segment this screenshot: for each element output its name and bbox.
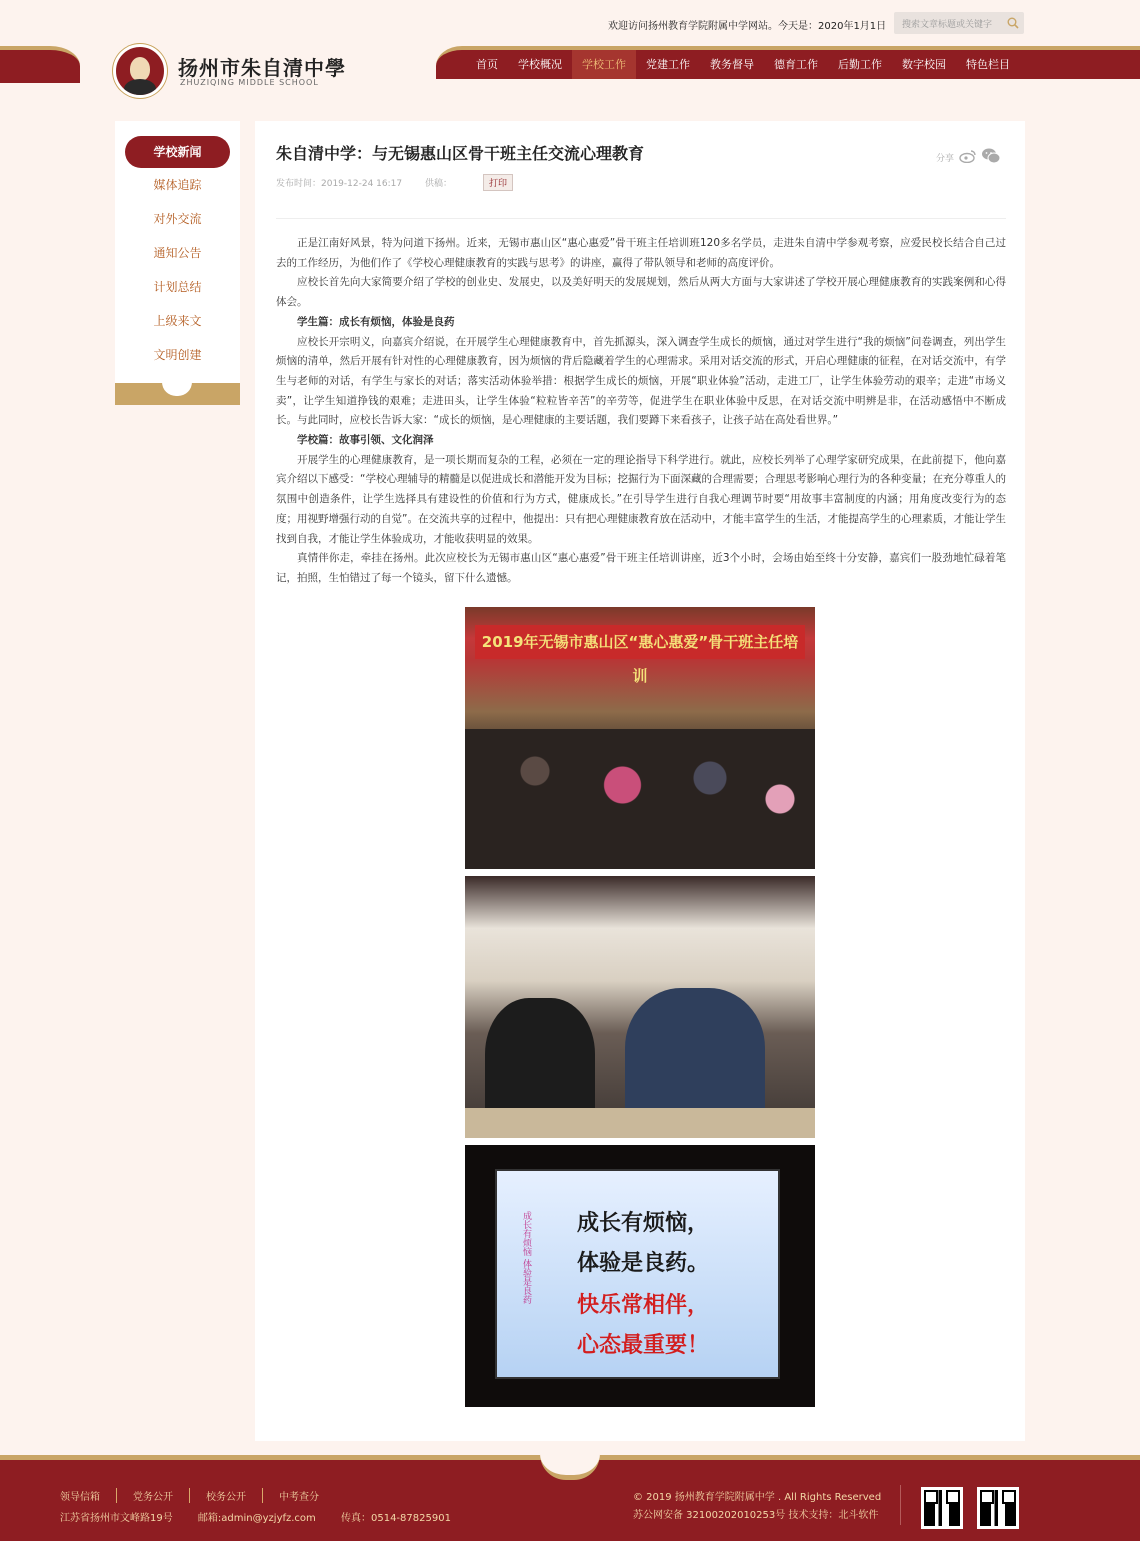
article-meta <box>276 176 472 189</box>
nav-item-digital-campus[interactable]: 数字校园 <box>902 58 946 71</box>
welcome-text: 欢迎访问扬州教育学院附属中学网站。今天是：2020年1月1日 <box>608 21 887 32</box>
sidebar-footer-decor <box>115 383 240 405</box>
school-name[interactable]: 扬州市朱自清中學 <box>178 56 346 80</box>
search-input[interactable] <box>894 14 1002 36</box>
qr-code-icon <box>921 1487 963 1529</box>
sidebar-item-notices[interactable]: 通知公告 <box>153 246 202 260</box>
nav-item-home[interactable]: 首页 <box>476 58 498 71</box>
article-paragraph: 真情伴你走，牵挂在扬州。此次应校长为无锡市惠山区“惠心惠爱”骨干班主任培训讲座，近3个小时，会场由始至终十分安静，嘉宾们一股劲地忙碌着笔记，拍照，生怕错过了每一个镜头，留下什么遗憾。 <box>276 552 1006 584</box>
nav-item-academic[interactable]: 教务督导 <box>710 58 754 71</box>
article-panel <box>255 121 1025 1441</box>
footer-divider <box>900 1485 901 1525</box>
footer <box>0 1455 1140 1541</box>
school-name-english: ZHUZIQING MIDDLE SCHOOL <box>180 78 319 87</box>
photo-banner-text: 2019年无锡市惠山区“惠心惠爱”骨干班主任培训 <box>475 625 805 659</box>
slide-line: 心态最重要！ <box>577 1332 710 1358</box>
sidebar-item-school-news[interactable]: 学校新闻 <box>125 136 230 168</box>
article-title: 朱自清中学：与无锡惠山区骨干班主任交流心理教育 <box>276 144 645 163</box>
photo-lecture-hall <box>465 607 815 869</box>
photo-audience-notes <box>465 876 815 1138</box>
slide-line: 成长有烦恼， <box>577 1210 710 1236</box>
publish-time: 发布时间：2019-12-24 16:17 <box>276 179 403 189</box>
footer-copyright: © 2019 扬州教育学院附属中学 . All Rights Reserved <box>633 1492 882 1503</box>
nav-item-logistics[interactable]: 后勤工作 <box>838 58 882 71</box>
article-source: 供稿： <box>424 179 452 189</box>
footer-fax: 传真：0514-87825901 <box>340 1513 451 1524</box>
print-button[interactable]: 打印 <box>483 174 513 191</box>
footer-contact <box>60 1509 473 1524</box>
nav-item-moral-education[interactable]: 德育工作 <box>774 58 818 71</box>
sidebar-item-exchange[interactable]: 对外交流 <box>153 212 202 226</box>
weibo-icon[interactable] <box>959 149 977 163</box>
share-label: 分享 <box>936 154 955 164</box>
footer-address: 江苏省扬州市文峰路19号 <box>60 1513 173 1524</box>
main-nav <box>436 46 1140 79</box>
search-box[interactable] <box>894 12 1024 34</box>
slide-vertical-text: 成长有烦恼 体验是良药 <box>521 1211 531 1304</box>
search-icon[interactable] <box>1007 17 1019 29</box>
sidebar <box>115 121 240 405</box>
nav-item-school-work[interactable]: 学校工作 <box>572 50 636 79</box>
article-subheading: 学生篇：成长有烦恼，体验是良药 <box>297 315 455 328</box>
divider <box>276 218 1006 219</box>
article-paragraph: 正是江南好风景，特为问道下扬州。近来，无锡市惠山区“惠心惠爱”骨干班主任培训班120多名学员，走进朱自清中学参观考察，应爱民校长结合自己过去的工作经历，为他们作了《学校心理健康教育的实践与思考》的讲座，赢得了带队领导和老师的高度评价。 <box>276 237 1006 269</box>
footer-link-exam-results[interactable]: 中考查分 <box>279 1492 319 1503</box>
school-logo[interactable] <box>113 44 167 98</box>
sidebar-item-civilization[interactable]: 文明创建 <box>153 348 202 362</box>
slide-line: 体验是良药。 <box>577 1250 710 1276</box>
wechat-icon[interactable] <box>981 148 1001 164</box>
header-band-left <box>0 46 80 83</box>
article-paragraph: 开展学生的心理健康教育，是一项长期而复杂的工程，必须在一定的理论指导下科学进行。就此，应校长列举了心理学家研究成果，在此前提下，他向嘉宾介绍以下感受：“学校心理辅导的精髓是以促进成长和潜能开发为目标；挖掘行为下面深藏的合理需要；合理思考影响心理行为的各种变量；在充分尊重人的氛围中创造条件，让学生选择具有建设性的价值和行为方式，健康成长。”在引导学生进行自我心理调节时要“用故事丰富制度的内涵；用角度改变行为的态度；用视野增强行动的自觉”。在交流共享的过程中，他提出：只有把心理健康教育放在活动中，才能丰富学生的生活，才能提高学生的心理素质，才能让学生找到自我，才能让学生体验成功，才能收获明显的效果。 <box>276 453 1006 545</box>
sidebar-item-documents[interactable]: 上级来文 <box>153 314 202 328</box>
nav-item-overview[interactable]: 学校概况 <box>518 58 562 71</box>
footer-beian[interactable]: 苏公网安备 32100202010253号 技术支持：北斗软件 <box>633 1510 879 1521</box>
photo-presentation-slide <box>465 1145 815 1407</box>
footer-link-school-affairs[interactable]: 校务公开 <box>190 1488 263 1503</box>
footer-email: 邮箱:admin@yzjyfz.com <box>197 1513 316 1524</box>
footer-link-mailbox[interactable]: 领导信箱 <box>60 1488 117 1503</box>
nav-item-party-work[interactable]: 党建工作 <box>646 58 690 71</box>
article-paragraph: 应校长开宗明义，向嘉宾介绍说，在开展学生心理健康教育中，首先抓源头，深入调查学生成长的烦恼，通过对学生进行“我的烦恼”问卷调查，列出学生烦恼的清单，然后开展有针对性的心理健康教育，因为烦恼的背后隐藏着学生的心理需求。采用对话交流的形式，开启心理健康的征程，在对话交流中，有学生与老师的对话，有学生与家长的对话；落实活动体验举措：根据学生成长的烦恼，开展“职业体验”活动，走进工厂，让学生体验劳动的艰辛；走进“市场义卖”，让学生知道挣钱的艰难；走进田头，让学生体验“粒粒皆辛苦”的辛劳等，促进学生在职业体验中反思，在对话交流中明辨是非，在活动感悟中不断成长。与此同时，应校长告诉大家：“成长的烦恼，是心理健康的主要话题，我们要蹲下来看孩子，让孩子站在高处看世界。” <box>276 335 1006 427</box>
footer-notch-decor <box>540 1454 600 1480</box>
article-body <box>276 234 1006 589</box>
article-subheading: 学校篇：故事引领、文化润泽 <box>297 434 434 447</box>
article-paragraph: 应校长首先向大家简要介绍了学校的创业史、发展史，以及美好明天的发展规划，然后从两大方面与大家讲述了学校开展心理健康教育的实践案例和心得体会。 <box>276 276 1006 309</box>
slide-line: 快乐常相伴， <box>577 1292 710 1318</box>
footer-link-party[interactable]: 党务公开 <box>117 1488 190 1503</box>
sidebar-item-media[interactable]: 媒体追踪 <box>153 178 202 192</box>
footer-links <box>60 1488 335 1503</box>
slide-screen <box>495 1169 780 1379</box>
top-bar <box>0 0 1140 46</box>
nav-item-featured[interactable]: 特色栏目 <box>966 58 1010 71</box>
qr-code-icon <box>977 1487 1019 1529</box>
sidebar-item-plans[interactable]: 计划总结 <box>153 280 202 294</box>
